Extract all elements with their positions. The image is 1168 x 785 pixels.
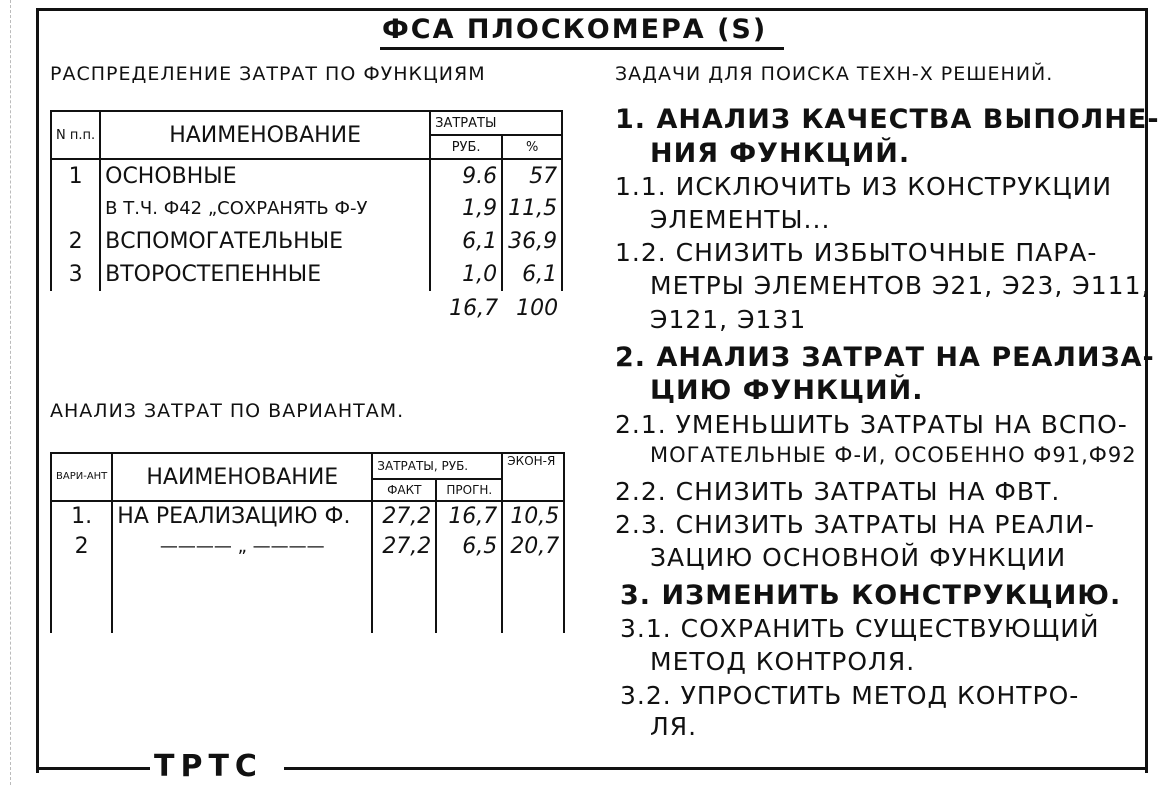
table-row	[51, 159, 562, 192]
row-name: НА РЕАЛИЗАЦИЮ Ф.	[112, 501, 372, 531]
col-name-header: НАИМЕНОВАНИЕ	[100, 111, 430, 159]
row-econ: 20,7	[502, 531, 564, 561]
task-line: 2.2. СНИЗИТЬ ЗАТРАТЫ НА ФВТ.	[615, 477, 1061, 506]
row-prog: 16,7	[436, 501, 502, 531]
task-line: 3. ИЗМЕНИТЬ КОНСТРУКЦИЮ.	[620, 580, 1122, 611]
variant-analysis-heading: АНАЛИЗ ЗАТРАТ ПО ВАРИАНТАМ.	[50, 400, 405, 422]
task-line: 1.2. СНИЗИТЬ ИЗБЫТОЧНЫЕ ПАРА-	[615, 238, 1098, 267]
row-rub: 6,1	[430, 225, 502, 258]
row-rub: 1,0	[430, 258, 502, 291]
frame-bottom-left	[36, 767, 150, 770]
row-no	[51, 192, 100, 225]
row-rub: 9.6	[430, 159, 502, 192]
total-row	[51, 291, 562, 325]
task-line: 2.3. СНИЗИТЬ ЗАТРАТЫ НА РЕАЛИ-	[615, 510, 1095, 539]
col-economy-header: ЭКОН-Я	[502, 453, 564, 501]
col-costs-header: ЗАТРАТЫ, РУБ.	[372, 453, 502, 479]
table-row	[51, 258, 562, 291]
row-name: ОСНОВНЫЕ	[100, 159, 430, 192]
row-rub: 1,9	[430, 192, 502, 225]
page-title: ФСА ПЛОСКОМЕРА (S)	[382, 14, 768, 45]
task-line: 1. АНАЛИЗ КАЧЕСТВА ВЫПОЛНЕ-	[615, 104, 1160, 135]
row-econ: 10,5	[502, 501, 564, 531]
row-pct: 11,5	[502, 192, 562, 225]
row-fact: 27,2	[372, 501, 436, 531]
task-line: 3.1. СОХРАНИТЬ СУЩЕСТВУЮЩИЙ	[620, 614, 1100, 643]
task-line: ЛЯ.	[650, 712, 698, 741]
row-prog: 6,5	[436, 531, 502, 561]
task-line: 1.1. ИСКЛЮЧИТЬ ИЗ КОНСТРУКЦИИ	[615, 172, 1113, 201]
task-line: ЦИЮ ФУНКЦИЙ.	[650, 375, 924, 406]
col-costs-header: ЗАТРАТЫ	[430, 111, 562, 135]
row-no: 1	[51, 159, 100, 192]
col-name-header: НАИМЕНОВАНИЕ	[112, 453, 372, 501]
col-prog-header: ПРОГН.	[436, 479, 502, 501]
row-pct: 36,9	[502, 225, 562, 258]
row-name: ВТОРОСТЕПЕННЫЕ	[100, 258, 430, 291]
row-var: 2	[51, 531, 112, 561]
task-line: 2.1. УМЕНЬШИТЬ ЗАТРАТЫ НА ВСПО-	[615, 410, 1128, 439]
footer-logo: ТРТС	[154, 749, 263, 784]
col-no-header: N п.п.	[51, 111, 100, 159]
task-line: ЭЛЕМЕНТЫ...	[650, 205, 831, 234]
table-row	[51, 225, 562, 258]
row-no: 2	[51, 225, 100, 258]
title-underline	[380, 47, 784, 50]
tasks-heading: ЗАДАЧИ ДЛЯ ПОИСКА ТЕХН-Х РЕШЕНИЙ.	[615, 63, 1054, 85]
col-rub-header: РУБ.	[430, 135, 502, 159]
cost-distribution-table	[50, 110, 563, 325]
frame-bottom-right	[284, 767, 1145, 770]
scan-edge	[10, 0, 12, 785]
total-pct: 100	[516, 295, 559, 321]
row-name: В Т.Ч. Ф42 „СОХРАНЯТЬ Ф-У	[100, 192, 430, 225]
row-fact: 27,2	[372, 531, 436, 561]
task-line: МОГАТЕЛЬНЫЕ Ф-И, ОСОБЕННО Ф91,Ф92	[650, 443, 1137, 467]
task-line: 2. АНАЛИЗ ЗАТРАТ НА РЕАЛИЗА-	[615, 342, 1155, 373]
col-fact-header: ФАКТ	[372, 479, 436, 501]
task-line: Э121, Э131	[650, 305, 807, 334]
table-row	[51, 501, 564, 531]
row-no: 3	[51, 258, 100, 291]
cost-distribution-heading: РАСПРЕДЕЛЕНИЕ ЗАТРАТ ПО ФУНКЦИЯМ	[50, 63, 486, 85]
total-rub: 16,7	[449, 295, 499, 321]
row-name: ВСПОМОГАТЕЛЬНЫЕ	[100, 225, 430, 258]
variant-analysis-table	[50, 452, 565, 633]
row-name: ———— „ ————	[112, 531, 372, 561]
task-line: 3.2. УПРОСТИТЬ МЕТОД КОНТРО-	[620, 681, 1080, 710]
task-line: ЗАЦИЮ ОСНОВНОЙ ФУНКЦИИ	[650, 543, 1067, 572]
empty-row	[51, 561, 564, 633]
task-line: МЕТОД КОНТРОЛЯ.	[650, 647, 916, 676]
table-row	[51, 192, 562, 225]
table-row	[51, 531, 564, 561]
col-variant-header: ВАРИ-АНТ	[51, 453, 112, 501]
col-pct-header: %	[502, 135, 562, 159]
row-pct: 6,1	[502, 258, 562, 291]
task-line: МЕТРЫ ЭЛЕМЕНТОВ Э21, Э23, Э111,	[650, 271, 1151, 300]
row-pct: 57	[502, 159, 562, 192]
task-line: НИЯ ФУНКЦИЙ.	[650, 138, 911, 169]
row-var: 1.	[51, 501, 112, 531]
